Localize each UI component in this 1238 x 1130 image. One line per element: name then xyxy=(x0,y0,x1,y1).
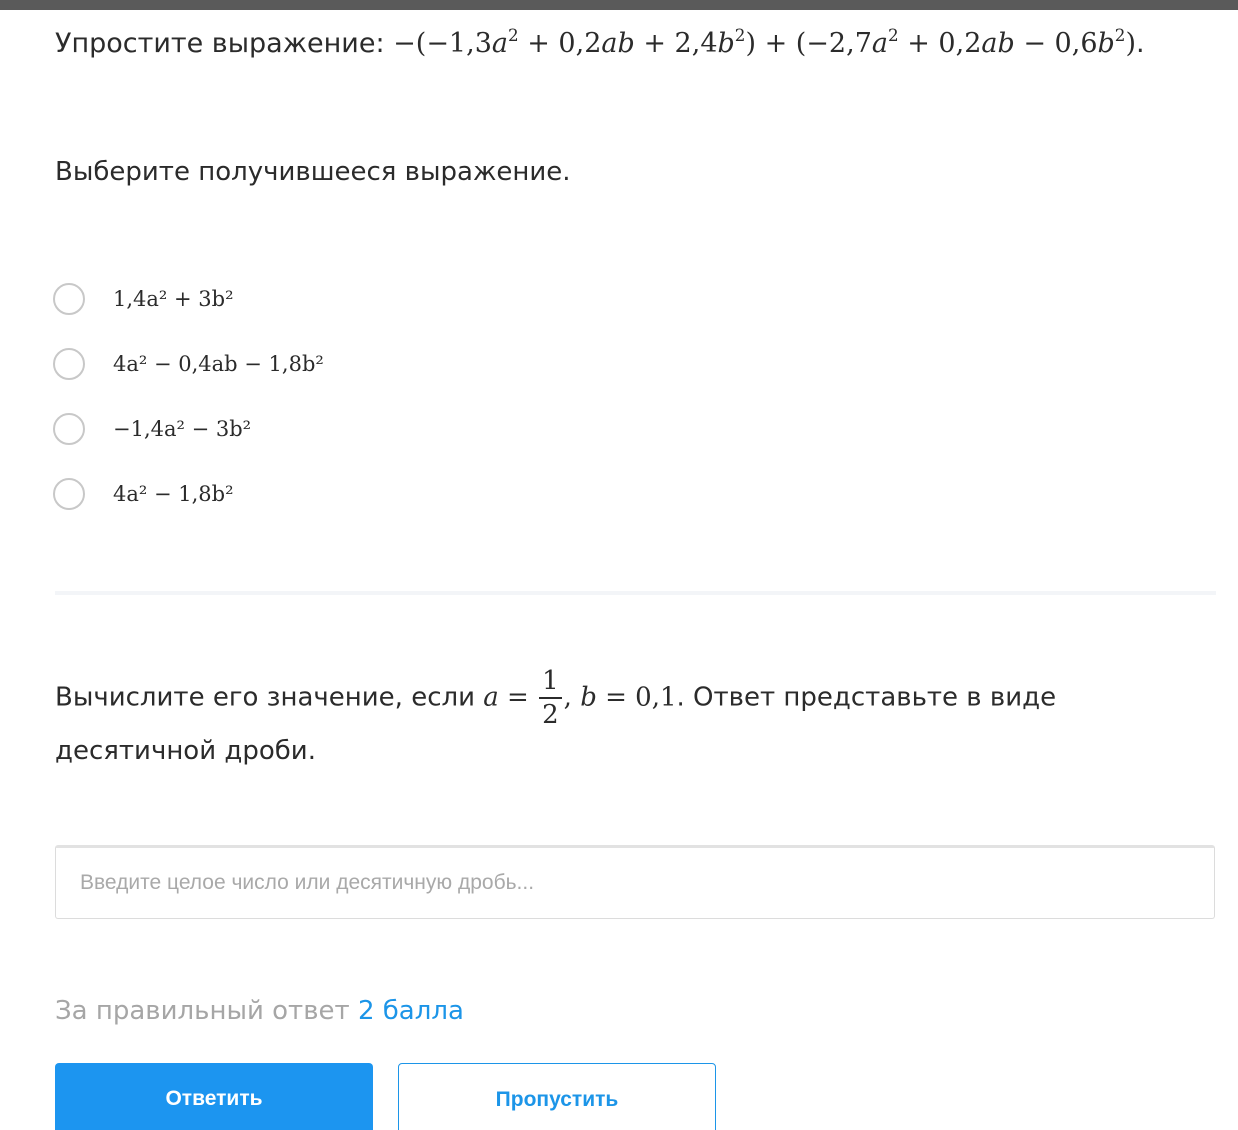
skip-button[interactable]: Пропустить xyxy=(398,1063,716,1130)
radio-button[interactable] xyxy=(53,478,85,510)
option-label: 4a² − 1,8b² xyxy=(113,481,234,506)
radio-button[interactable] xyxy=(53,348,85,380)
submit-button[interactable]: Ответить xyxy=(55,1063,373,1130)
section-divider xyxy=(55,591,1216,595)
option-4[interactable] xyxy=(53,461,324,526)
score-points: 2 балла xyxy=(357,996,464,1026)
option-label: 1,4a² + 3b² xyxy=(113,286,234,311)
answer-input[interactable] xyxy=(55,845,1215,919)
task-1-instruction: Выберите получившееся выражение. xyxy=(55,157,571,187)
variable-b: , b = 0,1 xyxy=(563,682,677,713)
score-info xyxy=(55,996,464,1026)
radio-button[interactable] xyxy=(53,283,85,315)
option-label: −1,4a² − 3b² xyxy=(113,416,252,441)
option-2[interactable] xyxy=(53,331,324,396)
fraction-denominator: 2 xyxy=(542,700,559,730)
task-1-expression: $-(-1,3a^2 + 0,2ab + 2,4b^2) + (-2,7a^2 + 0,2ab - 0,6b^2)$ xyxy=(393,25,1136,59)
radio-button[interactable] xyxy=(53,413,85,445)
task-2-question xyxy=(55,668,1175,774)
task-1-question: Упростите выражение: $-(-1,3a^2 + 0,2ab + 2,4b^2) + (-2,7a^2 + 0,2ab - 0,6b^2)$. xyxy=(55,25,1145,59)
fraction-one-half xyxy=(539,668,562,728)
top-bar xyxy=(0,0,1238,10)
answer-options xyxy=(53,266,324,526)
score-prefix: За правильный ответ xyxy=(55,996,358,1026)
option-label: 4a² − 0,4ab − 1,8b² xyxy=(113,351,324,376)
fraction-numerator: 1 xyxy=(539,668,562,699)
variable-a: a = xyxy=(483,682,538,713)
task-2-prompt-end: . Ответ представьте в виде десятичной дроби. xyxy=(55,682,1057,766)
option-1[interactable] xyxy=(53,266,324,331)
task-1-prompt: Упростите выражение: xyxy=(55,28,394,59)
option-3[interactable] xyxy=(53,396,324,461)
task-2-prompt-start: Вычислите его значение, если xyxy=(55,682,484,713)
